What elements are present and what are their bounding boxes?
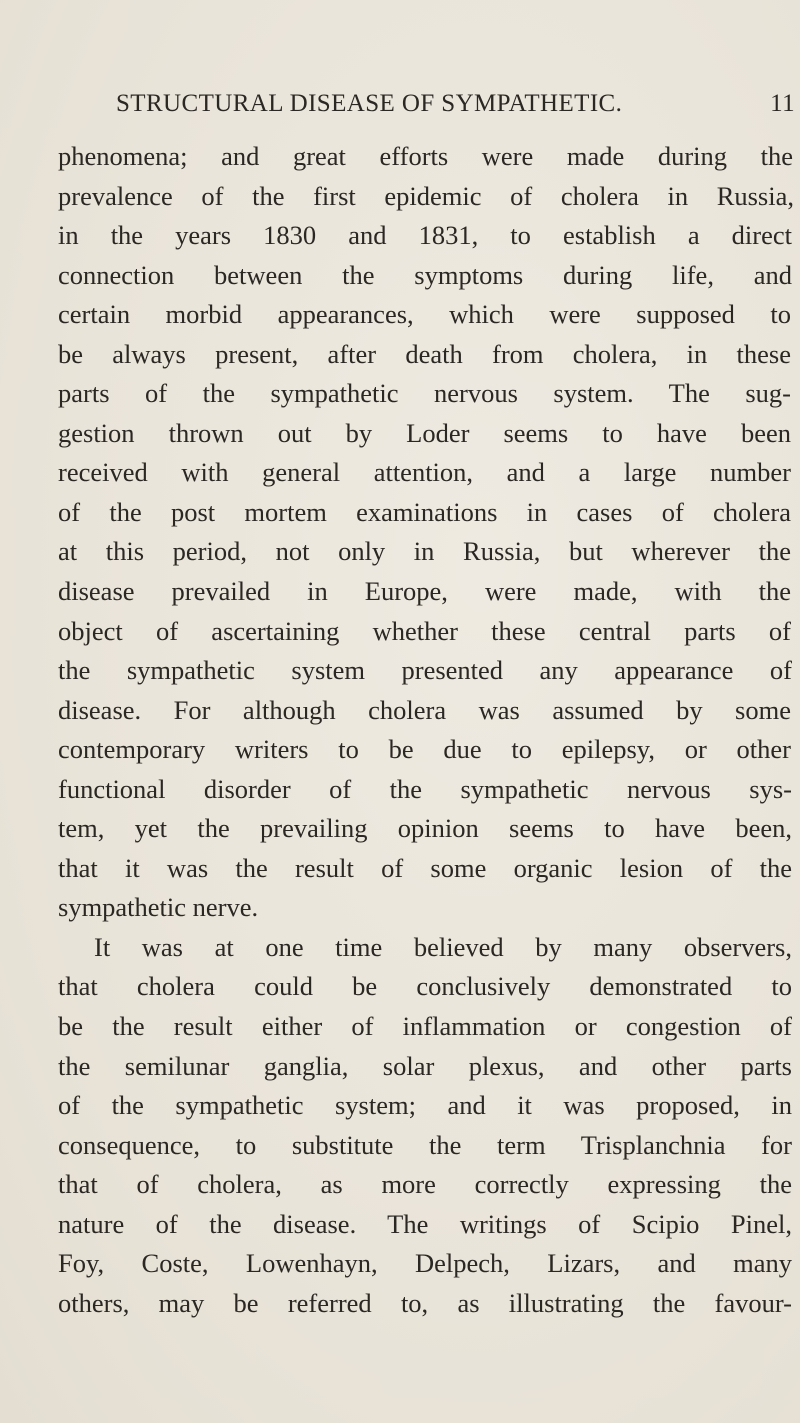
- text-line: others, may be referred to, as illustrating the favour-: [58, 1287, 792, 1318]
- text-line: of the post mortem examinations in cases of cholera: [58, 496, 791, 527]
- paragraph-end-line: sympathetic nerve.: [58, 892, 259, 923]
- running-title: STRUCTURAL DISEASE OF SYMPATHETIC.: [116, 90, 623, 117]
- text-line: that of cholera, as more correctly expressing the: [58, 1169, 792, 1200]
- text-line: tem, yet the prevailing opinion seems to have been,: [58, 813, 792, 844]
- text-line: gestion thrown out by Loder seems to have been: [58, 417, 791, 448]
- running-head: [100, 90, 795, 124]
- text-line: prevalence of the first epidemic of cholera in Russia,: [58, 180, 794, 211]
- text-line: object of ascertaining whether these central parts of: [58, 615, 791, 646]
- text-line: consequence, to substitute the term Trisplanchnia for: [58, 1129, 792, 1160]
- body-text: [58, 137, 798, 1323]
- text-line: connection between the symptoms during life, and: [58, 259, 792, 290]
- text-line: be always present, after death from cholera, in these: [58, 338, 791, 369]
- text-line: contemporary writers to be due to epilepsy, or other: [58, 734, 791, 765]
- text-line: disease prevailed in Europe, were made, with the: [58, 576, 791, 607]
- text-line: the sympathetic system presented any appearance of: [58, 655, 792, 686]
- text-line: the semilunar ganglia, solar plexus, and other parts: [58, 1050, 792, 1081]
- text-line: certain morbid appearances, which were supposed to: [58, 299, 791, 330]
- text-line: phenomena; and great efforts were made during the: [58, 141, 793, 171]
- text-line: disease. For although cholera was assumed by some: [58, 694, 791, 725]
- text-line: at this period, not only in Russia, but wherever the: [58, 536, 791, 567]
- text-line: Foy, Coste, Lowenhayn, Delpech, Lizars, and many: [58, 1248, 792, 1279]
- page-number: 11: [770, 90, 795, 117]
- text-line: that cholera could be conclusively demonstrated to: [58, 971, 792, 1002]
- text-line: nature of the disease. The writings of Scipio Pinel,: [58, 1208, 792, 1239]
- text-line: be the result either of inflammation or congestion of: [58, 1011, 792, 1042]
- text-line: functional disorder of the sympathetic nervous sys-: [58, 773, 792, 804]
- text-line: received with general attention, and a large number: [58, 457, 791, 488]
- text-line: of the sympathetic system; and it was proposed, in: [58, 1090, 792, 1121]
- text-line: that it was the result of some organic lesion of the: [58, 852, 792, 883]
- text-line: in the years 1830 and 1831, to establish a direct: [58, 220, 792, 251]
- text-line: parts of the sympathetic nervous system. The sug-: [58, 378, 791, 409]
- paragraph-start-line: It was at one time believed by many observers,: [94, 931, 792, 962]
